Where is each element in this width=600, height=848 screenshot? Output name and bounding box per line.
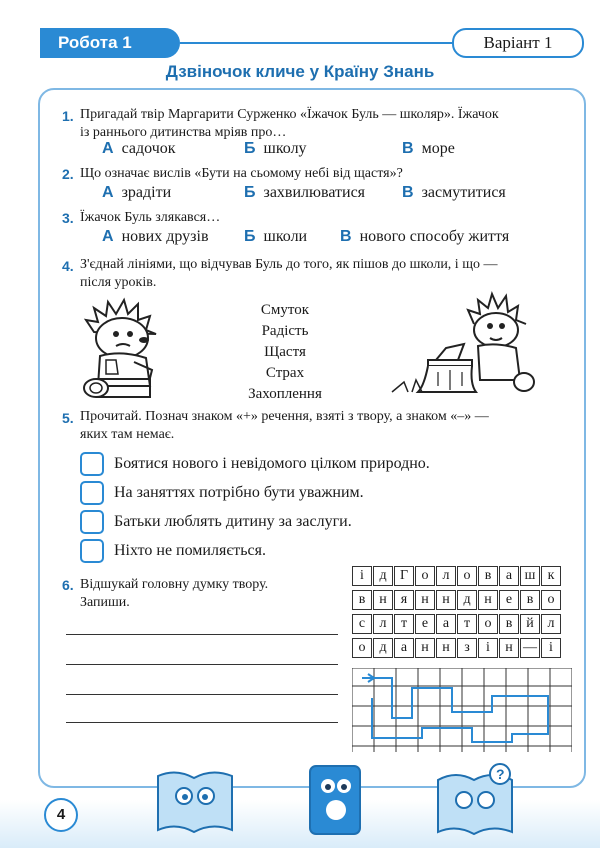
hedgehog-laptop-illustration — [388, 286, 538, 398]
question-1-line-2: із раннього дитинства мріяв про… — [80, 125, 287, 140]
letter-cell[interactable]: к — [541, 566, 561, 586]
letter-grid-row — [352, 614, 562, 638]
emotion-item[interactable]: Смуток — [260, 302, 310, 318]
question-1-line-1: Пригадай твір Маргарити Сурженко «Їжачок Буль — школяр». Їжачок — [80, 107, 499, 122]
question-1-option-b[interactable] — [244, 140, 307, 158]
letter-cell[interactable]: о — [541, 590, 561, 610]
page-title: Дзвіночок кличе у Країну Знань — [165, 62, 435, 81]
question-1-number: 1. — [62, 108, 74, 124]
emotion-item[interactable]: Щастя — [264, 344, 306, 360]
question-6-line-2: Запиши. — [80, 595, 130, 610]
question-3-option-b[interactable] — [244, 228, 307, 246]
emotions-list — [220, 300, 350, 405]
question-6-text — [80, 576, 268, 612]
emotion-item[interactable]: Захоплення — [248, 386, 322, 402]
letter-cell[interactable]: — — [520, 638, 540, 658]
letter-cell[interactable]: а — [499, 566, 519, 586]
option-letter: В — [402, 184, 414, 201]
letter-cell[interactable]: в — [520, 590, 540, 610]
option-letter: Б — [244, 140, 256, 157]
question-6-number: 6. — [62, 577, 74, 593]
letter-cell[interactable]: ш — [520, 566, 540, 586]
letter-cell[interactable]: а — [436, 614, 456, 634]
notebook-mascot-icon — [300, 758, 370, 842]
question-1-option-c[interactable] — [402, 140, 455, 158]
letter-cell[interactable]: н — [436, 590, 456, 610]
letter-cell[interactable]: н — [499, 638, 519, 658]
question-6-line-1: Відшукай головну думку твору. — [80, 577, 269, 592]
question-5-line-1: Прочитай. Познач знаком «+» речення, взяті з твору, а знаком «–» — — [80, 409, 489, 424]
question-3-option-a[interactable] — [102, 228, 209, 246]
option-text: засмутитися — [421, 184, 506, 201]
question-2-number: 2. — [62, 166, 74, 182]
answer-line[interactable] — [66, 694, 338, 695]
letter-cell[interactable]: н — [478, 590, 498, 610]
statement-text: Боятися нового і невідомого цілком природно. — [114, 455, 430, 472]
question-5-text — [80, 408, 489, 444]
option-letter: А — [102, 228, 114, 245]
question-5-number: 5. — [62, 410, 74, 426]
statement-checkbox[interactable] — [80, 539, 104, 563]
letter-cell[interactable]: і — [352, 566, 372, 586]
letter-grid-row — [352, 638, 562, 662]
letter-cell[interactable]: н — [373, 590, 393, 610]
letter-cell[interactable]: о — [478, 614, 498, 634]
answer-line[interactable] — [66, 634, 338, 635]
letter-cell[interactable]: і — [541, 638, 561, 658]
letter-cell[interactable]: а — [394, 638, 414, 658]
option-text: нових друзів — [121, 228, 209, 245]
letter-cell[interactable]: л — [373, 614, 393, 634]
letter-cell[interactable]: л — [541, 614, 561, 634]
question-5-line-2: яких там немає. — [80, 427, 175, 442]
option-text: захвилюватися — [263, 184, 366, 201]
question-2-text: Що означає вислів «Бути на сьомому небі від щастя»? — [80, 166, 403, 181]
statement-checkbox[interactable] — [80, 481, 104, 505]
letter-cell[interactable]: т — [457, 614, 477, 634]
letter-cell[interactable]: в — [499, 614, 519, 634]
question-book-mascot-icon — [430, 760, 520, 840]
question-2-option-b[interactable] — [244, 184, 365, 202]
option-text: садочок — [121, 140, 176, 157]
question-1-text — [80, 106, 499, 142]
option-text: нового способу життя — [359, 228, 510, 245]
letter-grid — [352, 566, 562, 662]
letter-cell[interactable]: я — [394, 590, 414, 610]
option-text: зрадіти — [121, 184, 172, 201]
header-rule — [180, 42, 452, 44]
emotion-item[interactable]: Радість — [261, 323, 309, 339]
letter-cell[interactable]: і — [478, 638, 498, 658]
svg-text:?: ? — [496, 766, 505, 782]
emotion-item[interactable]: Страх — [265, 365, 305, 381]
question-1-option-a[interactable] — [102, 140, 176, 158]
letter-cell[interactable]: е — [415, 614, 435, 634]
letter-cell[interactable]: в — [478, 566, 498, 586]
statement-checkbox[interactable] — [80, 510, 104, 534]
question-3-text: Їжачок Буль злякався… — [80, 210, 221, 225]
letter-cell[interactable]: с — [352, 614, 372, 634]
question-4-number: 4. — [62, 258, 74, 274]
statement-text: На заняттях потрібно бути уважним. — [114, 484, 364, 501]
letter-cell[interactable]: е — [499, 590, 519, 610]
question-2-option-a[interactable] — [102, 184, 171, 202]
statement-text: Ніхто не помиляється. — [114, 542, 266, 559]
letter-cell[interactable]: д — [457, 590, 477, 610]
option-letter: Б — [244, 184, 256, 201]
letter-cell[interactable]: о — [457, 566, 477, 586]
option-text: море — [421, 140, 455, 157]
letter-cell[interactable]: й — [520, 614, 540, 634]
letter-cell[interactable]: д — [373, 566, 393, 586]
letter-cell[interactable]: о — [352, 638, 372, 658]
letter-cell[interactable]: л — [436, 566, 456, 586]
page-number: 4 — [44, 798, 78, 832]
letter-cell[interactable]: д — [373, 638, 393, 658]
variant-label: Варіант 1 — [452, 28, 584, 58]
letter-cell[interactable]: о — [415, 566, 435, 586]
hedgehog-sad-illustration — [76, 290, 176, 400]
book-mascot-icon — [150, 760, 240, 840]
answer-line[interactable] — [66, 664, 338, 665]
letter-cell[interactable]: н — [415, 590, 435, 610]
option-letter: А — [102, 184, 114, 201]
option-text: школи — [263, 228, 308, 245]
question-2-option-c[interactable] — [402, 184, 506, 202]
option-letter: В — [340, 228, 352, 245]
question-3-number: 3. — [62, 210, 74, 226]
option-letter: А — [102, 140, 114, 157]
letter-cell[interactable]: з — [457, 638, 477, 658]
work-label: Робота 1 — [40, 28, 180, 58]
letter-cell[interactable]: н — [415, 638, 435, 658]
letter-cell[interactable]: Г — [394, 566, 414, 586]
question-4-line-2: після уроків. — [80, 275, 157, 290]
letter-grid-row — [352, 566, 562, 590]
question-3-option-c[interactable] — [340, 228, 509, 246]
letter-cell[interactable]: в — [352, 590, 372, 610]
question-4-line-1: З'єднай лініями, що відчував Буль до того, як пішов до школи, і що — — [80, 257, 498, 272]
option-text: школу — [263, 140, 307, 157]
answer-line[interactable] — [66, 722, 338, 723]
letter-cell[interactable]: т — [394, 614, 414, 634]
option-letter: Б — [244, 228, 256, 245]
letter-grid-row — [352, 590, 562, 614]
statement-text: Батьки люблять дитину за заслуги. — [114, 513, 352, 530]
option-letter: В — [402, 140, 414, 157]
maze-path — [352, 668, 572, 752]
statement-checkbox[interactable] — [80, 452, 104, 476]
letter-cell[interactable]: н — [436, 638, 456, 658]
